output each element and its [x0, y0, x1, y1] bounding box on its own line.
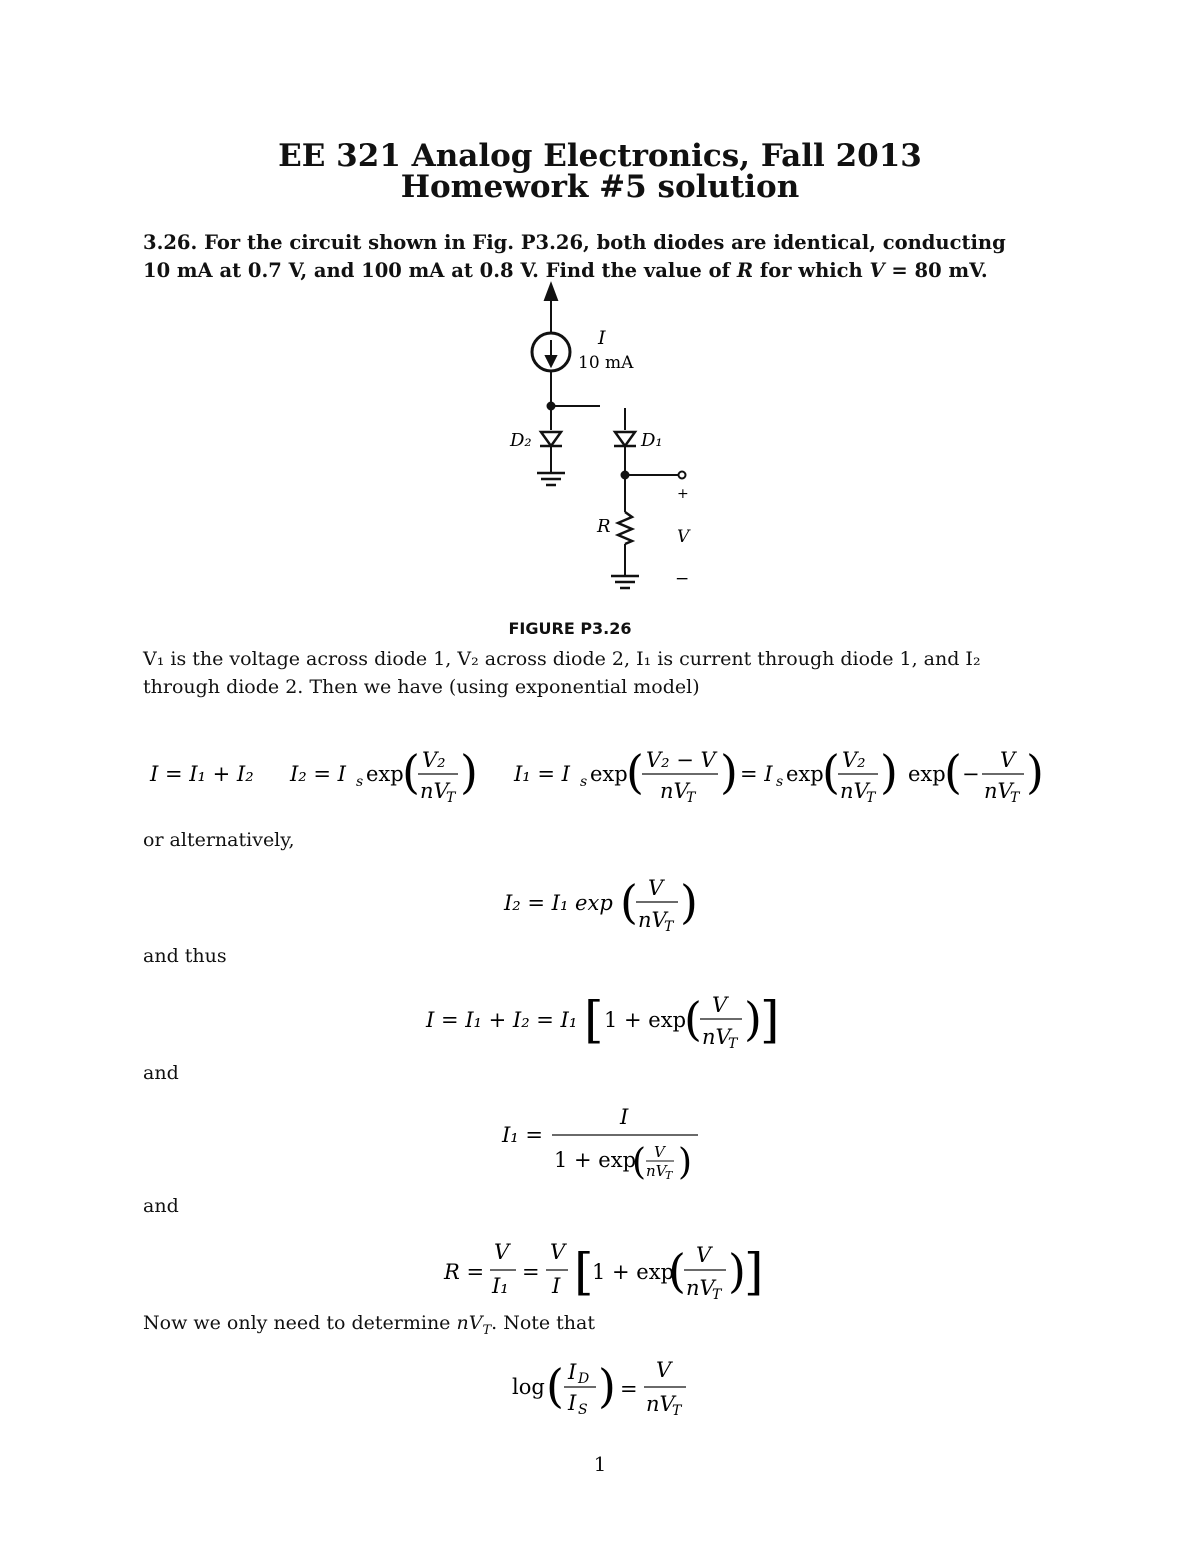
eq1-paren-r4: ) [1026, 745, 1044, 799]
eq1-i2-num: V₂ [422, 748, 446, 772]
eq5-bracket-r: ] [744, 1243, 764, 1301]
eq4-lhs: I₁ = [502, 1123, 543, 1147]
eq1-expand-sub: s [776, 774, 784, 790]
supply-arrow-icon [545, 284, 557, 300]
eq6-rden-sub: T [672, 1403, 682, 1419]
para6-a: Now we only need to determine [143, 1312, 457, 1334]
equation-5 [438, 1235, 768, 1310]
label-plus: + [677, 486, 689, 502]
para6-b: . Note that [491, 1312, 596, 1334]
diode-d2-icon [541, 432, 561, 446]
eq3-den-sub: T [728, 1036, 738, 1052]
eq1-paren-r2: ) [720, 745, 738, 799]
eq1-e-minus: − [962, 762, 980, 786]
eq3-lhs: I = I₁ + I₂ = I₁ [426, 1008, 578, 1032]
page-number: 1 [593, 1452, 607, 1476]
eq1-i2-den-sub: T [446, 790, 456, 806]
eq6-eq: = [620, 1377, 638, 1401]
eq1-paren-l1: ( [402, 745, 420, 799]
label-source-current: I [598, 327, 606, 349]
problem-var-v: V [869, 259, 885, 282]
resistor-icon [618, 512, 632, 544]
eq1-expand-num: V₂ [842, 748, 866, 772]
eq5-f1-den: I₁ [492, 1274, 509, 1298]
eq6-den: I [568, 1391, 577, 1415]
eq1-i1-den: nV [660, 779, 689, 803]
eq1-e-den-sub: T [1010, 790, 1020, 806]
paragraph-and-2: and [143, 1195, 179, 1217]
eq1-i1-exp: exp [590, 762, 628, 786]
paragraph-variables-line-2: through diode 2. Then we have (using exponential model) [143, 676, 700, 698]
eq2-paren-r: ) [680, 875, 698, 929]
eq3-num: V [712, 993, 728, 1017]
eq1-i2: I₂ = I [290, 762, 346, 786]
para6-sub: T [482, 1322, 492, 1338]
paragraph-determine [143, 1309, 1063, 1345]
eq1-i2-exp: exp [366, 762, 404, 786]
eq2-num: V [648, 876, 664, 900]
label-v: V [677, 527, 690, 547]
eq2-paren-l: ( [620, 875, 638, 929]
eq3-paren-r: ) [744, 992, 762, 1046]
eq3-one: 1 + exp [604, 1008, 687, 1032]
paragraph-variables [143, 645, 1063, 701]
label-d1: D₁ [641, 430, 663, 451]
circuit-diagram [0, 280, 1200, 610]
equation-4 [496, 1100, 716, 1190]
eq1-expand-den: nV [840, 779, 869, 803]
figure-caption: FIGURE P3.26 [508, 619, 632, 638]
paragraph-and-1: and [143, 1062, 179, 1084]
eq4-den-den: nV [646, 1162, 667, 1180]
eq1-i1: I₁ = I [514, 762, 570, 786]
eq5-bracket-l: [ [574, 1243, 594, 1301]
problem-text-c: for which [753, 259, 870, 282]
diode-d1-icon [615, 432, 635, 446]
para6-var: nV [456, 1312, 483, 1334]
eq1-i1-den-sub: T [686, 790, 696, 806]
equation-2 [490, 868, 730, 938]
document-subtitle: Homework #5 solution [400, 169, 800, 205]
eq6-num: I [568, 1360, 577, 1384]
eq1-e-exp: exp [908, 762, 946, 786]
eq5-f2-den: I [552, 1274, 561, 1298]
eq1-i2-den: nV [420, 779, 449, 803]
eq6-rnum: V [656, 1358, 672, 1382]
problem-statement [143, 229, 1063, 285]
eq1-paren-l4: ( [944, 745, 962, 799]
document-title: EE 321 Analog Electronics, Fall 2013 [278, 138, 922, 174]
eq6-paren-l: ( [546, 1359, 564, 1413]
eq4-num: I [620, 1105, 629, 1129]
eq1-paren-r1: ) [460, 745, 478, 799]
eq1-i1-num: V₂ − V [646, 748, 716, 772]
eq5-den: nV [686, 1276, 715, 1300]
eq1-expand: = I [740, 762, 773, 786]
eq6-log: log [512, 1375, 545, 1399]
problem-number: 3.26. [143, 231, 198, 254]
eq5-lhs: R = [444, 1260, 485, 1284]
eq1-expand-den-sub: T [866, 790, 876, 806]
eq1-paren-r3: ) [880, 745, 898, 799]
eq1-paren-l3: ( [822, 745, 840, 799]
eq6-den-sub: S [578, 1402, 588, 1418]
eq1-e-den: nV [984, 779, 1013, 803]
eq5-den-sub: T [712, 1287, 722, 1303]
problem-text-a: For the circuit shown in Fig. P3.26, both diodes are identical, conducting [204, 231, 1006, 254]
problem-var-r: R [736, 259, 754, 282]
eq5-f2-num: V [550, 1240, 566, 1264]
eq3-den: nV [702, 1025, 731, 1049]
eq3-bracket-r: ] [760, 991, 780, 1049]
paragraph-variables-line-1: V₁ is the voltage across diode 1, V₂ across diode 2, I₁ is current through diode 1, and I₂ [143, 648, 981, 670]
output-terminal [679, 472, 686, 479]
problem-text-b: 10 mA at 0.7 V, and 100 mA at 0.8 V. Find the value of [143, 259, 737, 282]
label-source-value: 10 mA [578, 353, 634, 373]
eq5-one: 1 + exp [592, 1260, 675, 1284]
label-minus: − [675, 569, 690, 589]
label-r: R [597, 516, 611, 537]
equation-1 [140, 740, 1060, 810]
eq1-expand-exp: exp [786, 762, 824, 786]
eq3-paren-l: ( [684, 992, 702, 1046]
eq1-i2-sub: s [356, 774, 364, 790]
eq6-num-sub: D [578, 1371, 590, 1387]
eq2-den: nV [638, 908, 667, 932]
eq4-paren-r: ) [678, 1142, 693, 1183]
eq4-den-a: 1 + exp [554, 1148, 637, 1172]
current-source-arrowhead [546, 356, 556, 366]
eq2-den-sub: T [664, 919, 674, 935]
paragraph-and-thus: and thus [143, 945, 227, 967]
eq5-f1-num: V [494, 1240, 510, 1264]
eq6-rden: nV [646, 1392, 675, 1416]
eq3-bracket-l: [ [584, 991, 604, 1049]
eq1-paren-l2: ( [626, 745, 644, 799]
problem-line-1 [143, 229, 1063, 257]
eq2-lhs: I₂ = I₁ exp [504, 891, 613, 915]
problem-text-d: = 80 mV. [884, 259, 988, 282]
paragraph-alternatively: or alternatively, [143, 829, 295, 851]
eq1-i1-sub: s [580, 774, 588, 790]
eq5-num: V [696, 1243, 712, 1267]
eq4-paren-l: ( [632, 1142, 647, 1183]
eq1-e-num: V [1000, 748, 1016, 772]
eq4-den-num: V [654, 1143, 665, 1161]
label-d2: D₂ [510, 430, 532, 451]
eq5-eq: = [522, 1260, 540, 1284]
eq5-paren-l: ( [668, 1244, 686, 1298]
eq5-paren-r: ) [728, 1244, 746, 1298]
eq4-den-den-sub: T [665, 1169, 673, 1182]
equation-6 [506, 1352, 706, 1424]
eq6-paren-r: ) [598, 1359, 616, 1413]
eq1-sum: I = I₁ + I₂ [150, 762, 254, 786]
equation-3 [420, 985, 790, 1057]
